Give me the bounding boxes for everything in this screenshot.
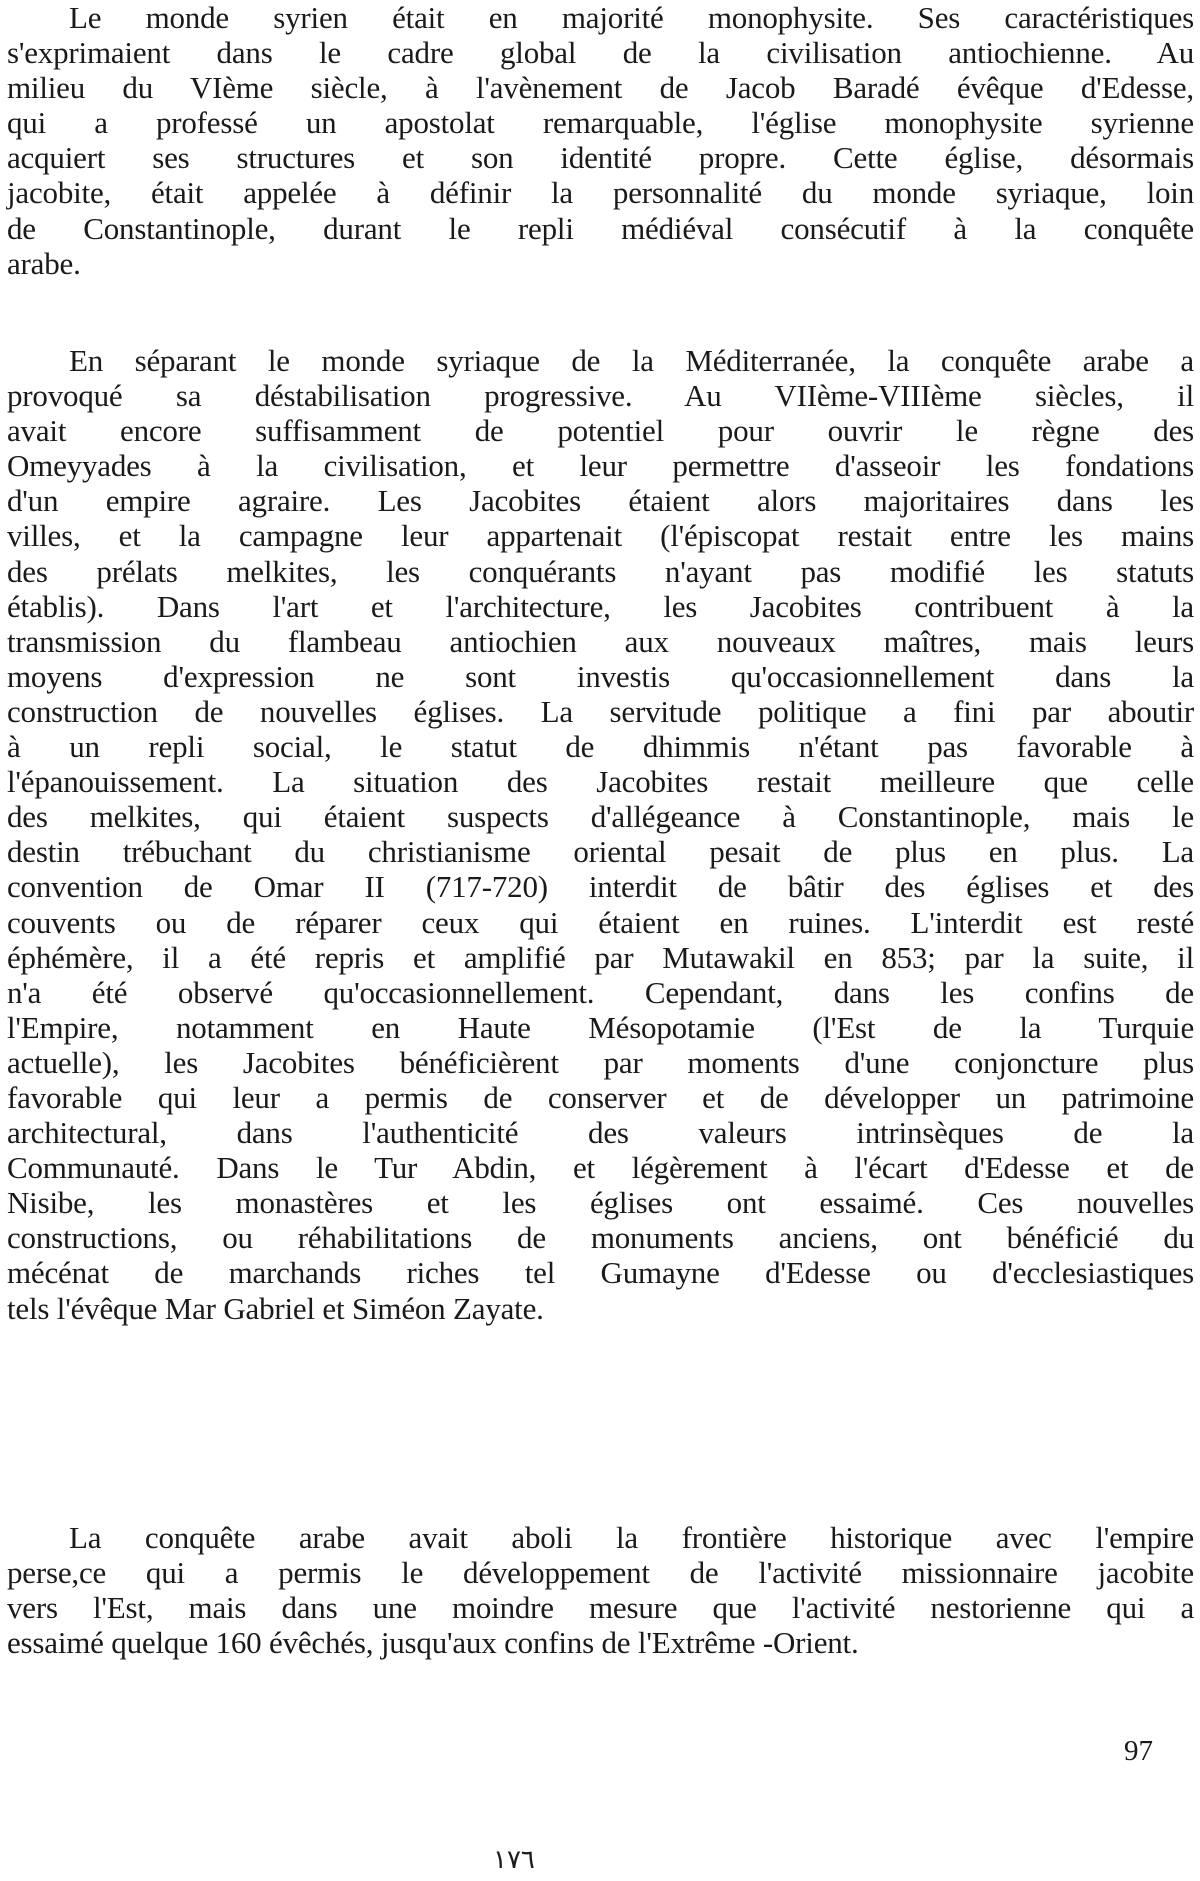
text-line: jacobite, était appelée à définir la personnalité du monde syriaque, loin [7,175,1194,211]
text-line: En séparant le monde syriaque de la Méditerranée, la conquête arabe a [69,343,1194,378]
page-number: 97 [1124,1735,1153,1767]
text-line: de Constantinople, durant le repli médiéval consécutif à la conquête [7,210,1194,246]
text-line: vers l'Est, mais dans une moindre mesure que l'activité nestorienne qui a [7,1590,1194,1626]
text-line: n'a été observé qu'occasionnellement. Cependant, dans les confins de [7,974,1194,1010]
text-line: à un repli social, le statut de dhimmis n'étant pas favorable à [7,729,1194,765]
text-line: l'Empire, notamment en Haute Mésopotamie (l'Est de la Turquie [7,1009,1194,1045]
text-line: villes, et la campagne leur appartenait (l'épiscopat restait entre les mains [7,518,1194,554]
text-line: arabe. [7,245,81,281]
text-line: tels l'évêque Mar Gabriel et Siméon Zayate. [7,1290,544,1326]
text-line: architectural, dans l'authenticité des valeurs intrinsèques de la [7,1115,1194,1151]
text-line: destin trébuchant du christianisme oriental pesait de plus en plus. La [7,834,1194,870]
text-line: perse,ce qui a permis le développement de l'activité missionnaire jacobite [7,1555,1194,1591]
text-line: La conquête arabe avait aboli la frontière historique avec l'empire [69,1520,1194,1555]
text-line: provoqué sa déstabilisation progressive. Au VIIème-VIIIème siècles, il [7,378,1194,414]
text-line: essaimé quelque 160 évêchés, jusqu'aux confins de l'Extrême -Orient. [7,1625,859,1661]
text-line: Communauté. Dans le Tur Abdin, et légèrement à l'écart d'Edesse et de [7,1150,1194,1186]
text-line: construction de nouvelles églises. La servitude politique a fini par aboutir [7,693,1194,729]
text-line: constructions, ou réhabilitations de monuments anciens, ont bénéficié du [7,1220,1194,1256]
text-line: transmission du flambeau antiochien aux nouveaux maîtres, mais leurs [7,623,1194,659]
text-line: Le monde syrien était en majorité monophysite. Ses caractéristiques [69,0,1194,35]
text-line: mécénat de marchands riches tel Gumayne d'Edesse ou d'ecclesiastiques [7,1255,1194,1291]
text-line: Nisibe, les monastères et les églises ont essaimé. Ces nouvelles [7,1185,1194,1221]
paragraph-3 [7,1520,1194,1660]
text-line: actuelle), les Jacobites bénéficièrent par moments d'une conjoncture plus [7,1044,1194,1080]
paragraph-1 [7,0,1194,281]
text-line: établis). Dans l'art et l'architecture, les Jacobites contribuent à la [7,588,1194,624]
text-line: éphémère, il a été repris et amplifié par Mutawakil en 853; par la suite, il [7,939,1194,975]
text-line: des melkites, qui étaient suspects d'allégeance à Constantinople, mais le [7,799,1194,835]
text-line: Omeyyades à la civilisation, et leur permettre d'asseoir les fondations [7,448,1194,484]
text-line: moyens d'expression ne sont investis qu'occasionnellement dans la [7,658,1194,694]
text-line: qui a professé un apostolat remarquable, l'église monophysite syrienne [7,105,1194,141]
text-line: l'épanouissement. La situation des Jacobites restait meilleure que celle [7,764,1194,800]
text-line: avait encore suffisamment de potentiel pour ouvrir le règne des [7,413,1194,449]
text-line: convention de Omar II (717-720) interdit de bâtir des églises et des [7,869,1194,905]
paragraph-2 [7,343,1194,1326]
text-line: couvents ou de réparer ceux qui étaient en ruines. L'interdit est resté [7,904,1194,940]
text-line: des prélats melkites, les conquérants n'ayant pas modifié les statuts [7,553,1194,589]
text-line: s'exprimaient dans le cadre global de la civilisation antiochienne. Au [7,35,1194,71]
text-line: acquiert ses structures et son identité propre. Cette église, désormais [7,140,1194,176]
text-line: d'un empire agraire. Les Jacobites étaient alors majoritaires dans les [7,483,1194,519]
text-line: milieu du VIème siècle, à l'avènement de Jacob Baradé évêque d'Edesse, [7,70,1194,106]
text-line: favorable qui leur a permis de conserver et de développer un patrimoine [7,1079,1194,1115]
arabic-page-number: ١٧٦ [493,1845,535,1874]
